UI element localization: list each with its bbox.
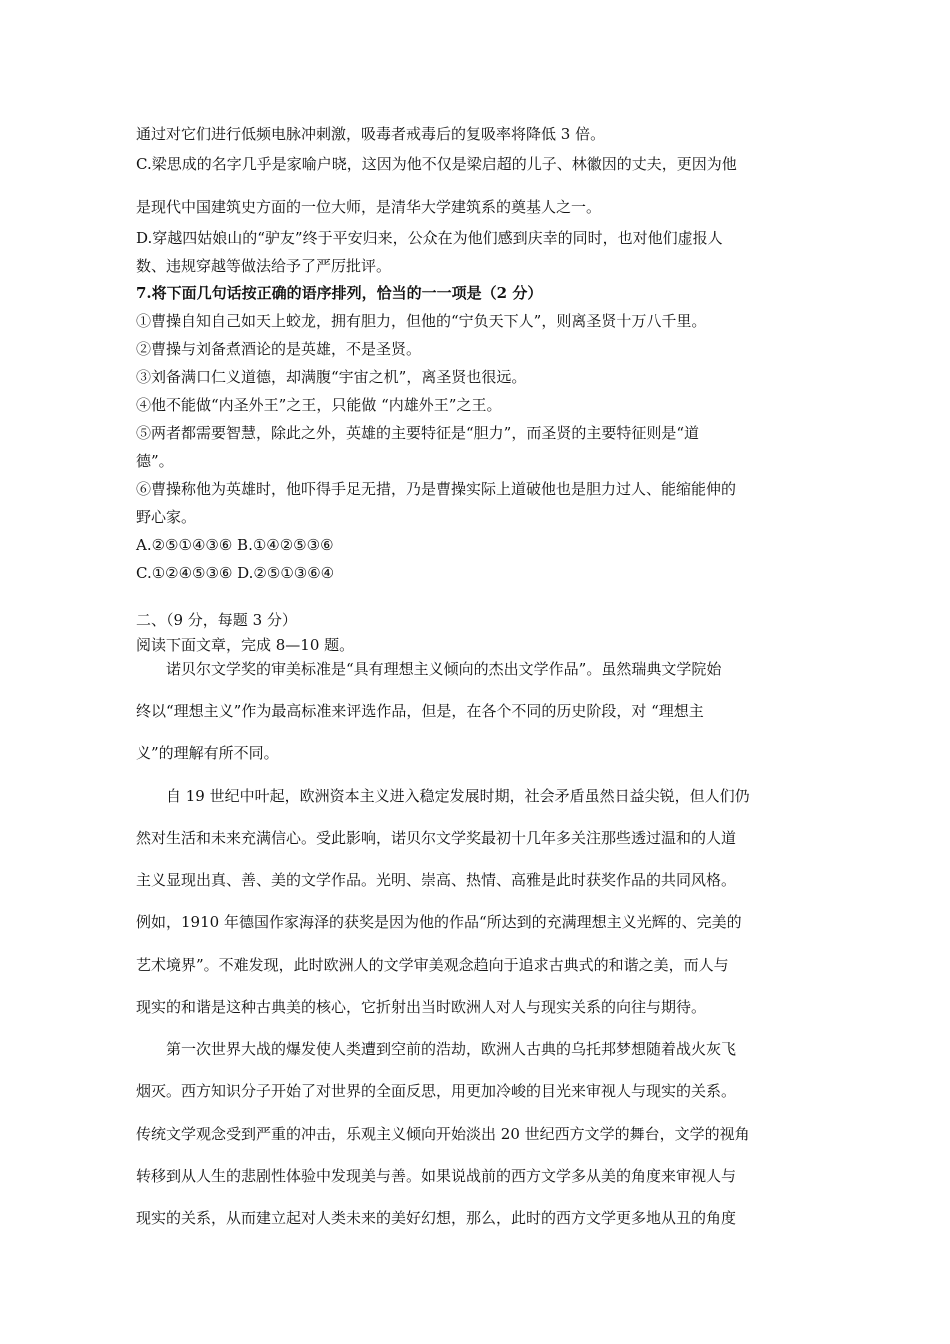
passage-p3-line-4: 转移到从人生的悲剧性体验中发现美与善。如果说战前的西方文学多从美的角度来审视人与 xyxy=(136,1167,737,1185)
option-d-line-2: 数、违规穿越等做法给予了严厉批评。 xyxy=(136,257,392,275)
sentence-6-line-2: 野心家。 xyxy=(136,508,197,526)
passage-p3-line-3: 传统文学观念受到严重的冲击，乐观主义倾向开始淡出 20 世纪西方文学的舞台，文学的视角 xyxy=(136,1125,750,1143)
passage-p1-line-2: 终以“理想主义”作为最高标准来评选作品，但是，在各个不同的历史阶段，对 “理想主 xyxy=(136,702,704,720)
answer-options-cd: C.①②④⑤③⑥ D.②⑤①③⑥④ xyxy=(136,564,335,582)
passage-p3-line-5: 现实的关系，从而建立起对人类未来的美好幻想，那么，此时的西方文学更多地从丑的角度 xyxy=(136,1209,737,1227)
passage-p2-line-4: 例如，1910 年德国作家海泽的获奖是因为他的作品“所达到的充满理想主义光辉的、完美的 xyxy=(136,913,742,931)
passage-p3-line-2: 烟灭。西方知识分子开始了对世界的全面反思，用更加冷峻的目光来审视人与现实的关系。 xyxy=(136,1082,737,1100)
answer-options-ab: A.②⑤①④③⑥ B.①④②⑤③⑥ xyxy=(136,536,334,554)
sentence-5-line-2: 德”。 xyxy=(136,452,174,470)
option-c-line-2: 是现代中国建筑史方面的一位大师，是清华大学建筑系的奠基人之一。 xyxy=(136,198,602,216)
sentence-3: ③刘备满口仁义道德，却满腹“宇宙之机”，离圣贤也很远。 xyxy=(136,368,527,386)
sentence-5-line-1: ⑤两者都需要智慧，除此之外，英雄的主要特征是“胆力”，而圣贤的主要特征则是“道 xyxy=(136,424,700,442)
passage-p1-line-1: 诺贝尔文学奖的审美标准是“具有理想主义倾向的杰出文学作品”。虽然瑞典文学院始 xyxy=(166,660,722,678)
passage-p2-line-5: 艺术境界”。不难发现，此时欧洲人的文学审美观念趋向于追求古典式的和谐之美，而人与 xyxy=(136,956,729,974)
passage-p2-line-1: 自 19 世纪中叶起，欧洲资本主义进入稳定发展时期，社会矛盾虽然日益尖锐，但人们仍 xyxy=(166,787,750,805)
passage-p3-line-1: 第一次世界大战的爆发使人类遭到空前的浩劫，欧洲人古典的乌托邦梦想随着战火灰飞 xyxy=(166,1040,737,1058)
sentence-4: ④他不能做“内圣外王”之王，只能做 “内雄外王”之王。 xyxy=(136,396,502,414)
question-7-heading: 7.将下面几句话按正确的语序排列，恰当的一一项是（2 分） xyxy=(136,284,543,302)
sentence-2: ②曹操与刘备煮酒论的是英雄，不是圣贤。 xyxy=(136,340,422,358)
option-c-line-1: C.梁思成的名字几乎是家喻户晓，这因为他不仅是梁启超的儿子、林徽因的丈夫，更因为他 xyxy=(136,155,737,173)
option-d-line-1: D.穿越四姑娘山的“驴友”终于平安归来，公众在为他们感到庆幸的同时，也对他们虚报人 xyxy=(136,229,723,247)
passage-p2-line-6: 现实的和谐是这种古典美的核心，它折射出当时欧洲人对人与现实关系的向往与期待。 xyxy=(136,998,707,1016)
passage-p1-line-3: 义”的理解有所不同。 xyxy=(136,744,279,762)
sentence-6-line-1: ⑥曹操称他为英雄时，他吓得手足无措，乃是曹操实际上道破他也是胆力过人、能缩能伸的 xyxy=(136,480,737,498)
text-line: 通过对它们进行低频电脉冲刺激，吸毒者戒毒后的复吸率将降低 3 倍。 xyxy=(136,125,606,143)
reading-instruction: 阅读下面文章，完成 8—10 题。 xyxy=(136,636,355,654)
passage-p2-line-2: 然对生活和未来充满信心。受此影响，诺贝尔文学奖最初十几年多关注那些透过温和的人道 xyxy=(136,829,737,847)
passage-p2-line-3: 主义显现出真、善、美的文学作品。光明、崇高、热情、高雅是此时获奖作品的共同风格。 xyxy=(136,871,737,889)
sentence-1: ①曹操自知自己如天上蛟龙，拥有胆力，但他的“宁负天下人”，则离圣贤十万八千里。 xyxy=(136,312,707,330)
section-2-heading: 二、（9 分，每题 3 分） xyxy=(136,611,297,629)
